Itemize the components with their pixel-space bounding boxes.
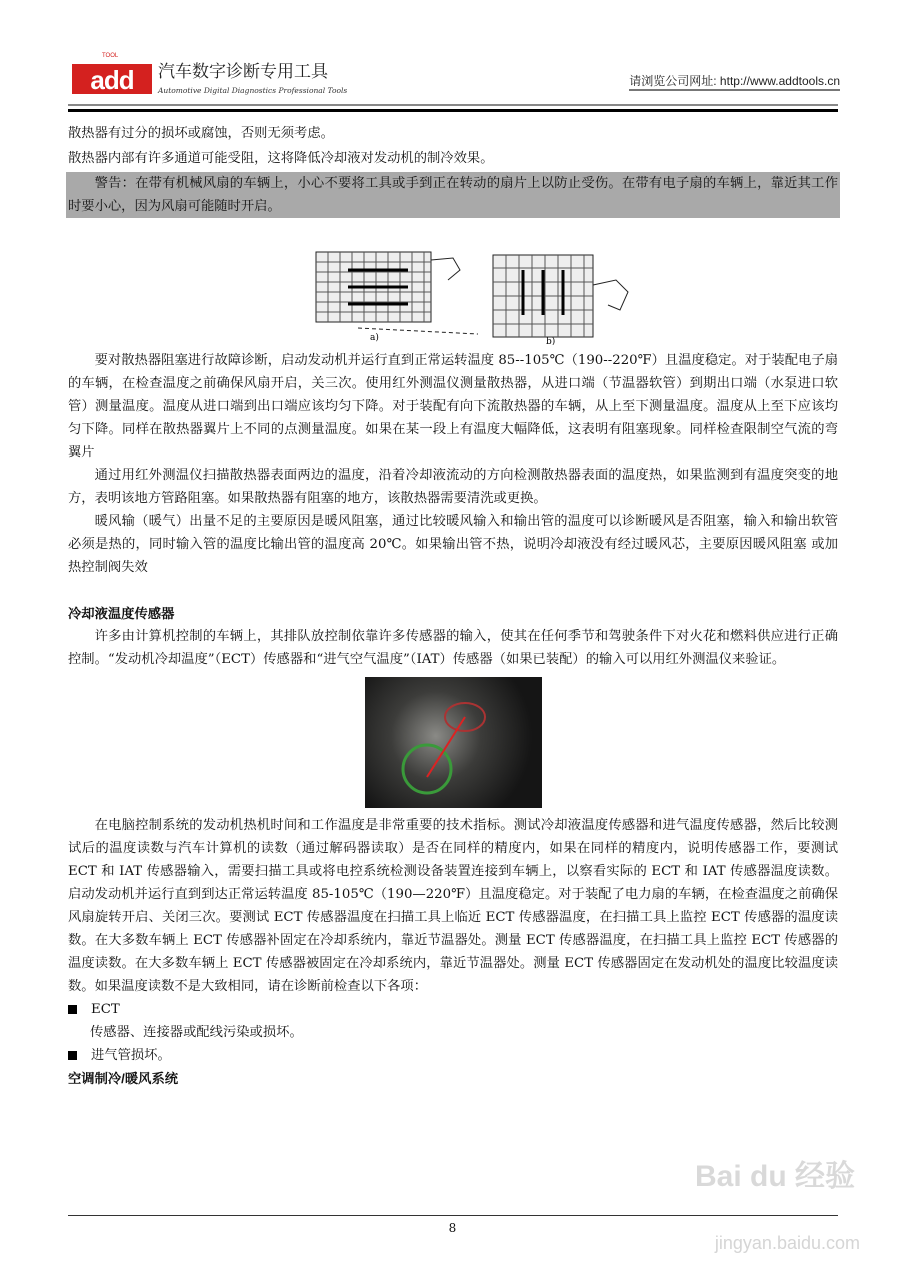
brand-title: 汽车数字诊断专用工具 bbox=[158, 62, 328, 81]
watermark-url: jingyan.baidu.com bbox=[714, 1233, 860, 1253]
add-logo bbox=[72, 64, 152, 94]
bullet-item bbox=[68, 998, 838, 1021]
paragraph: 通过用红外测温仪扫描散热器表面两边的温度，沿着冷却液流动的方向检测散热器表面的温度热，如果监测到有温度突变的地方，表明该地方管路阻塞。如果散热器有阻塞的地方，该散热器需要清洗或更换。 bbox=[68, 468, 838, 506]
spacer bbox=[68, 579, 838, 602]
logo-text: add bbox=[90, 65, 134, 95]
engine-sensor-photo bbox=[365, 677, 542, 808]
company-website: 请浏览公司网址: http://www.addtools.cn bbox=[629, 74, 840, 91]
page-number: 8 bbox=[448, 1221, 457, 1235]
paragraph: 许多由计算机控制的车辆上，其排队放控制依靠许多传感器的输入，使其在任何季节和驾驶条件下对火花和燃料供应进行正确控制。“发动机冷却温度”（ECT）传感器和“进气空气温度”（IAT）传感器（如果已装配）的输入可以用红外测温仪来验证。 bbox=[68, 629, 838, 667]
footer-rule bbox=[68, 1215, 838, 1216]
text-line: 散热器有过分的损坏或腐蚀，否则无须考虑。 bbox=[68, 126, 334, 141]
logo-small-text: TOOL bbox=[102, 53, 119, 59]
bullet-text: 进气管损坏。 bbox=[91, 1048, 171, 1063]
photo-annotations bbox=[365, 677, 542, 808]
figure-label-a: a) bbox=[370, 333, 379, 343]
header-rule-thick bbox=[68, 109, 838, 112]
paragraph: 暖风输（暖气）出量不足的主要原因是暖风阻塞，通过比较暖风输入和输出管的温度可以诊断暖风是否阻塞，输入和输出软管必须是热的，同时输入管的温度比输出管的温度高 20℃。如果输出管不热，说明冷却液没有经过暖风芯，主要原因暖风阻塞 或加热控制阀失效 bbox=[68, 514, 838, 575]
figure-label-b: b) bbox=[546, 337, 556, 345]
baidu-watermark: Bai du 经验 bbox=[694, 1160, 855, 1193]
bullet-item bbox=[68, 1044, 838, 1067]
square-bullet-icon bbox=[68, 1005, 77, 1014]
section-heading: 冷却液温度传感器 bbox=[68, 606, 175, 621]
section-heading: 空调制冷/暖风系统 bbox=[68, 1071, 179, 1086]
paragraph: 在电脑控制系统的发动机热机时间和工作温度是非常重要的技术指标。测试冷却液温度传感器和进气温度传感器，然后比较测试后的温度读数与汽车计算机的读数（通过解码器读取）是否在同样的精度内，如果在同样的精度内，说明传感器工作，要测试 ECT 和 IAT 传感器输入，需要扫描工具或将电控系统检测设备装置连接到车辆上，以察看实际的 ECT 和 IAT 传感器温度读数。启动发动机并运行直到到达正常运转温度 85-105℃（190—220℉）且温度稳定。对于装配了电力扇的车辆，在检查温度之前确保风扇旋转开启、关闭三次。要测试 ECT 传感器温度在扫描工具上临近 ECT 传感器温度，在扫描工具上监控 ECT 传感器的温度读数。在大多数车辆上 ECT 传感器补固定在冷却系统内，靠近节温器处。测量 ECT 传感器温度，在扫描工具上监控 ECT 传感器的温度读数。在大多数车辆上 ECT 传感器被固定在冷却系统内，靠近节温器处。测量 ECT 传感器固定在发动机处的温度比较温度读数。如果温度读数不是大致相同，请在诊断前检查以下各项： bbox=[68, 818, 838, 994]
page-header bbox=[72, 53, 840, 98]
brand-subtitle: Automotive Digital Diagnostics Professional Tools bbox=[158, 86, 348, 95]
warning-box bbox=[66, 172, 840, 218]
square-bullet-icon bbox=[68, 1051, 77, 1060]
radiator-diagram bbox=[298, 240, 643, 345]
warning-text: 警告：在带有机械风扇的车辆上，小心不要将工具或手到正在转动的扇片上以防止受伤。在带有电子扇的车辆上，靠近其工作时要小心，因为风扇可能随时开启。 bbox=[68, 176, 838, 214]
bullet-continuation: 传感器、连接器或配线污染或损坏。 bbox=[90, 1025, 303, 1040]
document-body bbox=[68, 122, 838, 1090]
bullet-text: ECT bbox=[91, 1002, 120, 1017]
header-rule-thin bbox=[68, 104, 838, 106]
paragraph: 要对散热器阻塞进行故障诊断，启动发动机并运行直到正常运转温度 85--105℃（190--220℉）且温度稳定。对于装配电子扇的车辆，在检查温度之前确保风扇开启，关三次。使用红外测温仪测量散热器，从进口端（节温器软管）到期出口端（水泵进口软管）测量温度。温度从进口端到出口端应该均匀下降。对于装配有向下流散热器的车辆，从上至下测量温度。温度从上至下应该均匀下降。同样在散热器翼片上不同的点测量温度。如果在某一段上有温度大幅降低，这表明有阻塞现象。同样检查限制空气流的弯翼片 bbox=[68, 353, 838, 460]
text-line: 散热器内部有许多通道可能受阻，这将降低冷却液对发动机的制冷效果。 bbox=[68, 151, 494, 166]
